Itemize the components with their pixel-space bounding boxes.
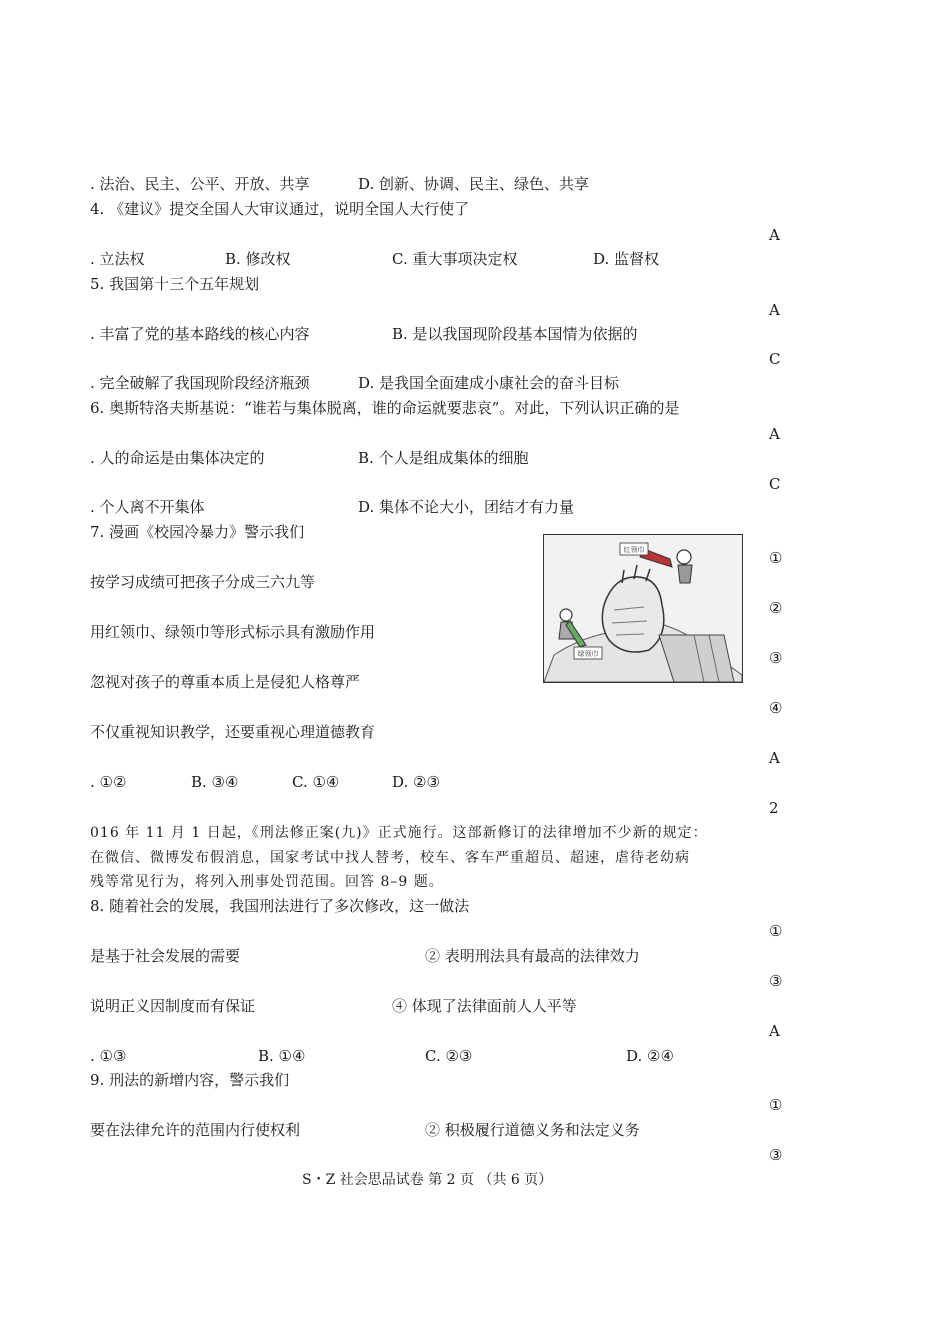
- margin-marker: ③: [769, 972, 783, 990]
- margin-marker: ①: [769, 1096, 783, 1114]
- q7-statement-3: 忽视对孩子的尊重本质上是侵犯人格尊严: [90, 673, 361, 691]
- margin-marker: ②: [769, 599, 783, 617]
- q8-option-b: B. ①④: [258, 1047, 306, 1065]
- margin-marker: ④: [769, 699, 783, 717]
- q7-option-d: D. ②③: [392, 773, 440, 791]
- q6-option-d: D. 集体不论大小，团结才有力量: [358, 498, 575, 516]
- q9-statement-2: ② 积极履行道德义务和法定义务: [425, 1121, 640, 1139]
- margin-letter: A: [769, 425, 780, 443]
- cartoon-label-red: 红领巾: [623, 546, 645, 554]
- q7-statement-4: 不仅重视知识教学，还要重视心理道德教育: [90, 723, 376, 741]
- margin-letter: A: [769, 749, 780, 767]
- q5-option-d: D. 是我国全面建成小康社会的奋斗目标: [358, 374, 620, 392]
- q8-statement-4: ④ 体现了法律面前人人平等: [392, 997, 577, 1015]
- q5-option-b: B. 是以我国现阶段基本国情为依据的: [392, 325, 638, 343]
- q8-statement-1: 是基于社会发展的需要: [90, 947, 241, 965]
- q6-option-a: . 人的命运是由集体决定的: [90, 449, 265, 467]
- question-5: 5. 我国第十三个五年规划: [90, 275, 260, 293]
- page-footer: S・Z 社会思品试卷 第 2 页 （共 6 页）: [302, 1172, 553, 1188]
- question-7: 7. 漫画《校园冷暴力》警示我们: [90, 523, 305, 541]
- q8-option-a: . ①③: [90, 1047, 127, 1065]
- q7-option-c: C. ①④: [292, 773, 340, 791]
- margin-letter: A: [769, 226, 780, 244]
- q8-option-c: C. ②③: [425, 1047, 473, 1065]
- margin-marker: ③: [769, 1146, 783, 1164]
- q3-option-c: . 法治、民主、公平、开放、共享: [90, 175, 310, 193]
- margin-letter: C: [769, 350, 781, 368]
- q6-option-b: B. 个人是组成集体的细胞: [358, 449, 529, 467]
- q9-statement-1: 要在法律允许的范围内行使权利: [90, 1121, 301, 1139]
- question-8: 8. 随着社会的发展，我国刑法进行了多次修改，这一做法: [90, 897, 470, 915]
- q6-option-c: . 个人离不开集体: [90, 498, 205, 516]
- margin-letter: A: [769, 301, 780, 319]
- margin-letter: A: [769, 1022, 780, 1040]
- q7-option-a: . ①②: [90, 773, 127, 791]
- q4-option-c: C. 重大事项决定权: [392, 250, 518, 268]
- q3-option-d: D. 创新、协调、民主、绿色、共享: [358, 175, 590, 193]
- passage-line-2: 在微信、微博发布假消息，国家考试中找人替考，校车、客车严重超员、超速，虐待老幼病: [90, 850, 690, 866]
- passage-line-1: 016 年 11 月 1 日起，《刑法修正案(九)》正式施行。这部新修订的法律增加不少新的规定：: [90, 825, 708, 841]
- q8-statement-3: 说明正义因制度而有保证: [90, 997, 256, 1015]
- q4-option-a: . 立法权: [90, 250, 145, 268]
- q4-option-d: D. 监督权: [593, 250, 660, 268]
- q4-option-b: B. 修改权: [225, 250, 291, 268]
- question-4: 4. 《建议》提交全国人大审议通过，说明全国人大行使了: [90, 200, 470, 218]
- margin-marker: ①: [769, 549, 783, 567]
- passage-line-3: 残等常见行为，将列入刑事处罚范围。回答 8–9 题。: [90, 874, 444, 890]
- q5-option-c: . 完全破解了我国现阶段经济瓶颈: [90, 374, 310, 392]
- margin-digit: 2: [769, 799, 779, 817]
- cartoon-image: [543, 534, 743, 683]
- q8-statement-2: ② 表明刑法具有最高的法律效力: [425, 947, 640, 965]
- margin-letter: C: [769, 475, 781, 493]
- q5-option-a: . 丰富了党的基本路线的核心内容: [90, 325, 310, 343]
- cartoon-drawing: [544, 535, 742, 682]
- q8-option-d: D. ②④: [626, 1047, 674, 1065]
- margin-marker: ①: [769, 922, 783, 940]
- margin-marker: ③: [769, 649, 783, 667]
- cartoon-label-green: 绿领巾: [577, 650, 599, 658]
- q7-option-b: B. ③④: [191, 773, 239, 791]
- q7-statement-2: 用红领巾、绿领巾等形式标示具有激励作用: [90, 623, 376, 641]
- question-9: 9. 刑法的新增内容，警示我们: [90, 1071, 290, 1089]
- question-6: 6. 奥斯特洛夫斯基说：“谁若与集体脱离，谁的命运就要悲哀”。对此，下列认识正确的是: [90, 399, 680, 417]
- q7-statement-1: 按学习成绩可把孩子分成三六九等: [90, 573, 316, 591]
